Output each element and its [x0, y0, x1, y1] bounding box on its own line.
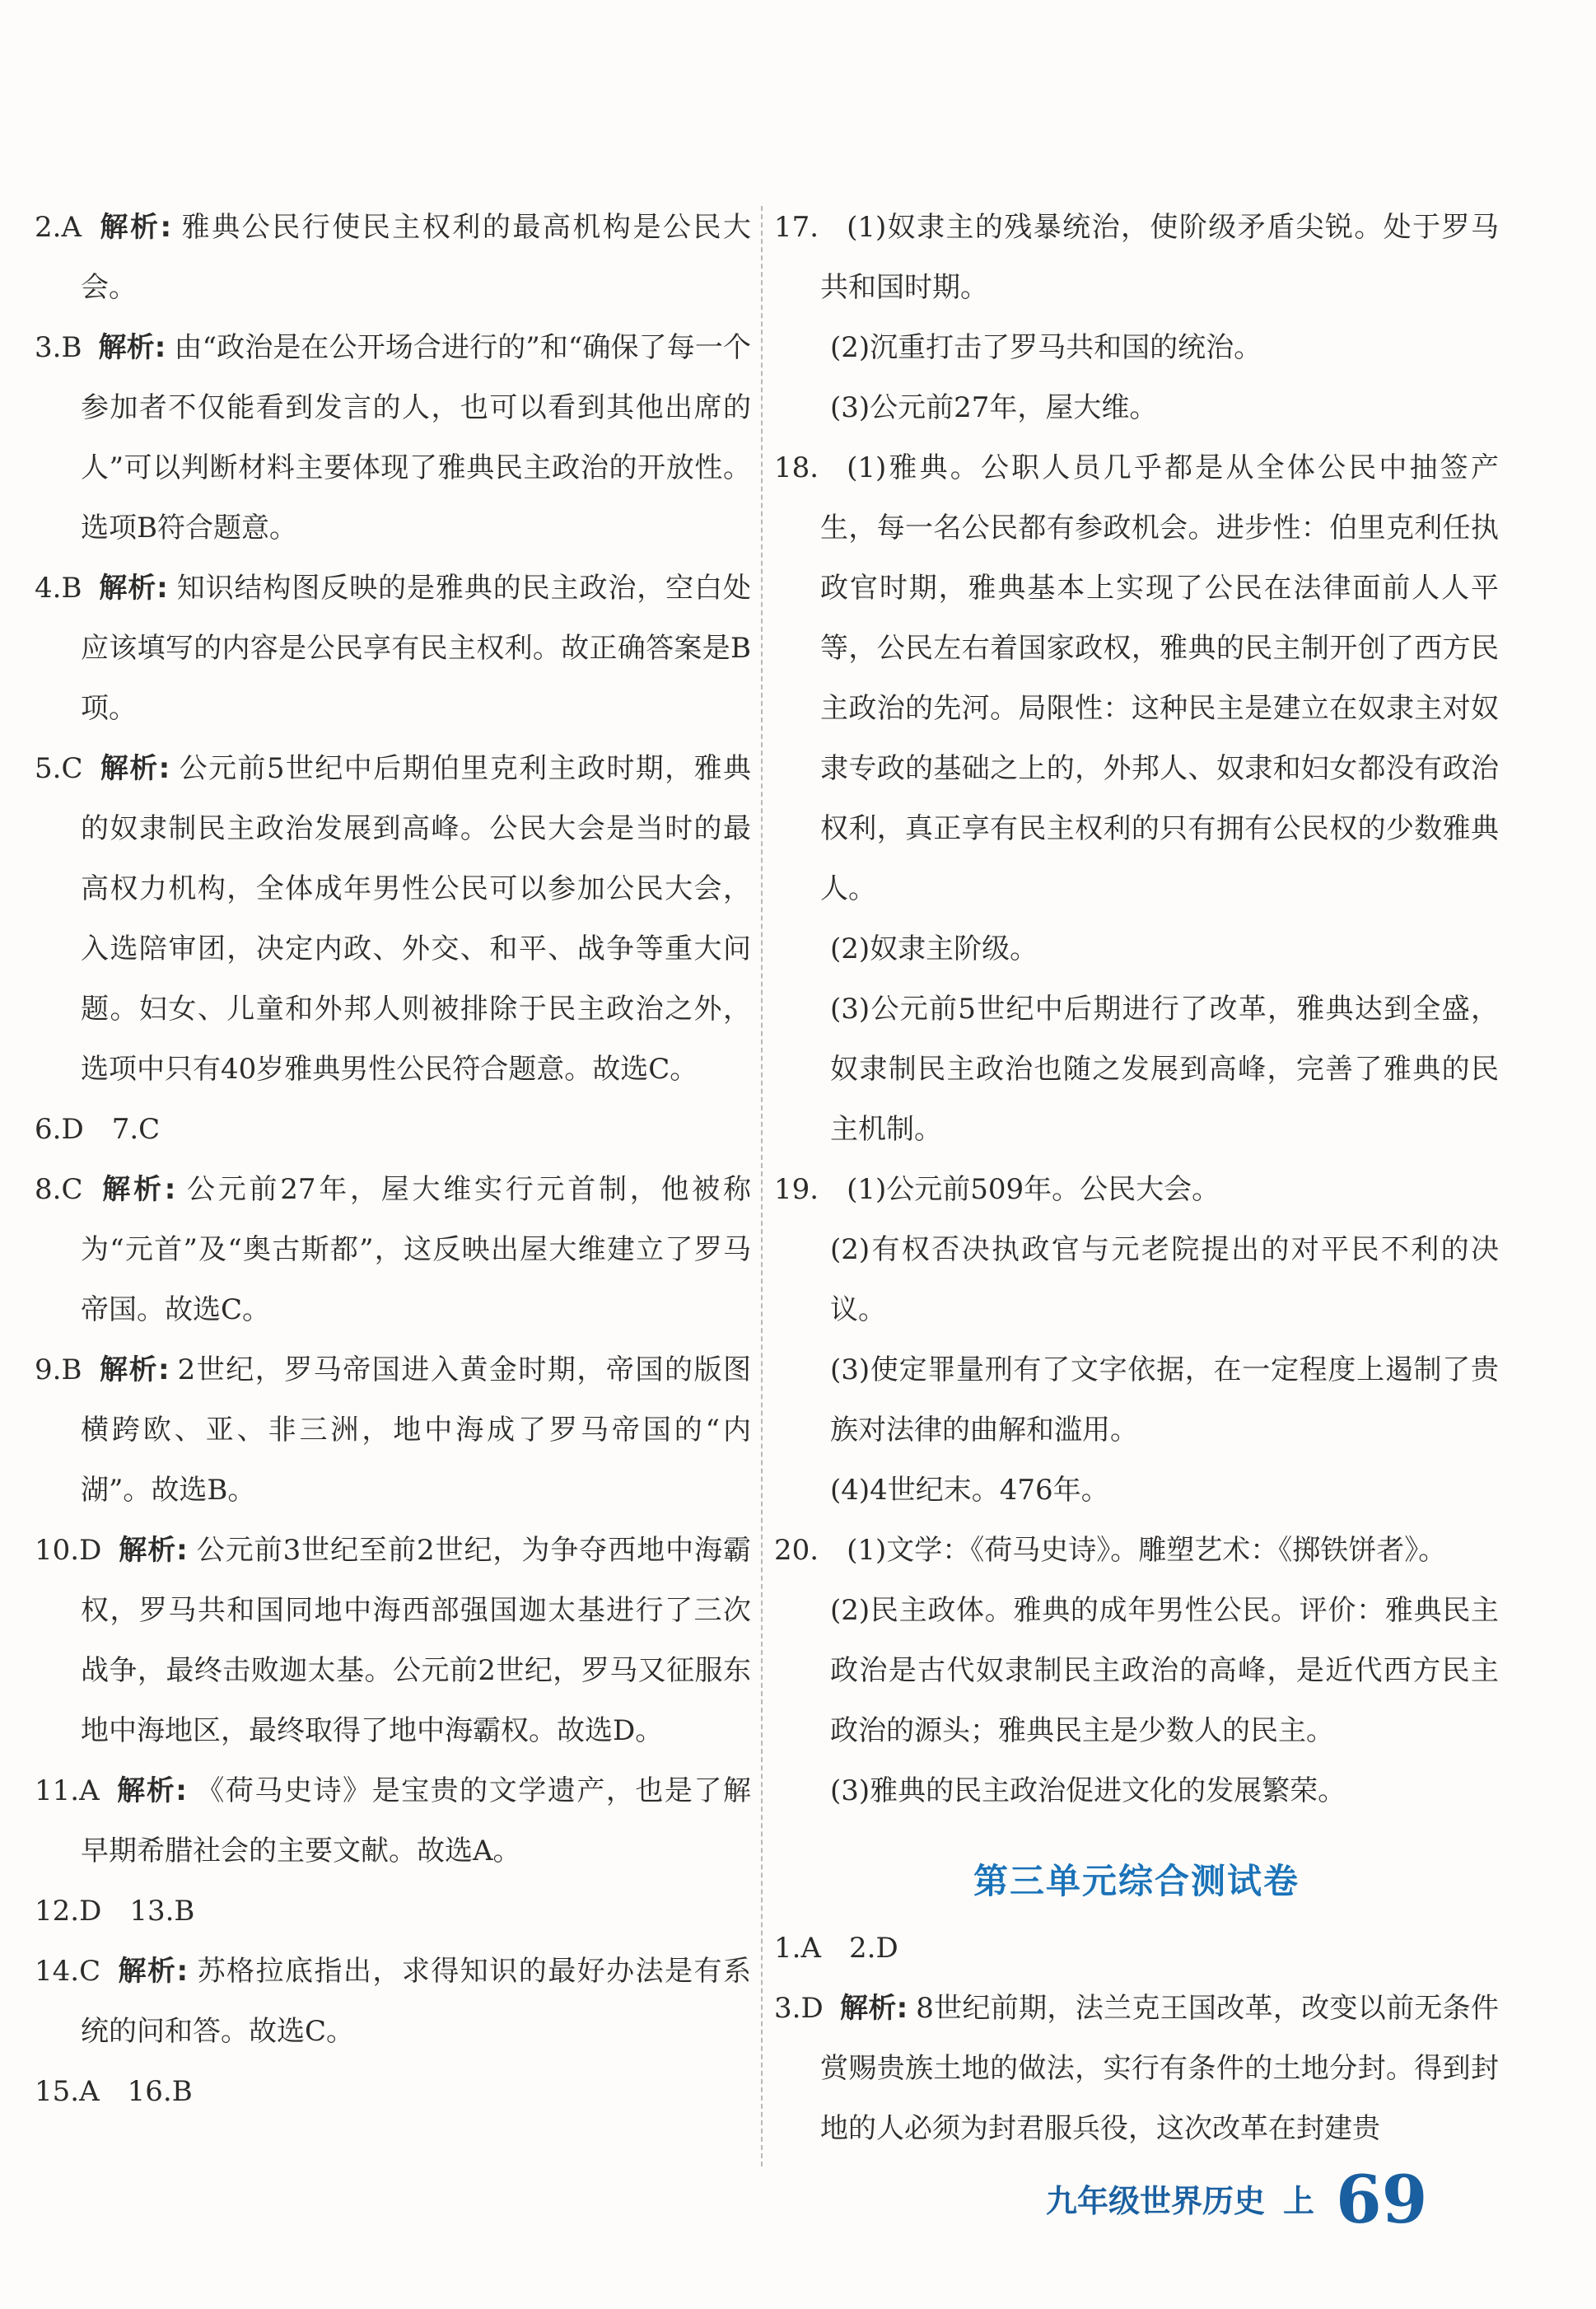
- answer-item: [35, 2062, 751, 2122]
- answer-subitem: [774, 318, 1499, 378]
- answer-text: (3)公元前27年，屋大维。: [830, 391, 1158, 424]
- answer-text: (2)奴隶主阶级。: [830, 932, 1038, 965]
- answer-item: [774, 1521, 1499, 1581]
- answer-subitem: [774, 378, 1499, 438]
- answer-text: 8世纪前期，法兰克王国改革，改变以前无条件赏赐贵族土地的做法，实行有条件的土地分封。得到封地的人必须为封君服兵役，这次改革在封建贵: [820, 1992, 1499, 2145]
- left-column: [35, 198, 751, 2122]
- answer-text: 2世纪，罗马帝国进入黄金时期，帝国的版图横跨欧、亚、非三洲，地中海成了罗马帝国的“内湖”。故选B。: [81, 1353, 751, 1507]
- answer-list-right: [774, 198, 1499, 1821]
- answer-item: [35, 1521, 751, 1761]
- analysis-label: 解析:: [98, 211, 172, 244]
- page-footer: [1046, 2158, 1428, 2238]
- answer-number: 8.C: [35, 1173, 83, 1206]
- right-column: [774, 198, 1499, 2159]
- answer-item: [35, 198, 751, 318]
- answer-item: [35, 1100, 751, 1160]
- answer-number: 11.A: [35, 1774, 100, 1807]
- answer-subitem: [774, 1220, 1499, 1340]
- answer-number: 6.D: [35, 1113, 84, 1146]
- analysis-label: 解析:: [118, 1534, 188, 1567]
- answer-subitem: [774, 979, 1499, 1160]
- section-title: 第三单元综合测试卷: [973, 1861, 1300, 1901]
- answer-number: 1.A: [774, 1932, 821, 1965]
- answer-subitem: [774, 1340, 1499, 1461]
- answer-number: 3.B: [35, 331, 82, 364]
- answer-number: 12.D: [35, 1895, 102, 1928]
- analysis-label: 解析:: [98, 572, 168, 605]
- answer-text: (2)有权否决执政官与元老院提出的对平民不利的决议。: [830, 1233, 1499, 1326]
- answer-subitem: [774, 1581, 1499, 1761]
- answer-text: 苏格拉底指出，求得知识的最好办法是有系统的问和答。故选C。: [81, 1955, 752, 2048]
- answer-text: 《荷马史诗》是宝贵的文学遗产，也是了解早期希腊社会的主要文献。故选A。: [81, 1774, 751, 1867]
- answer-number: 20.: [774, 1534, 819, 1567]
- answer-list-left: [35, 198, 751, 2122]
- answer-text: 由“政治是在公开场合进行的”和“确保了每一个参加者不仅能看到发言的人，也可以看到其他出席的人”可以判断材料主要体现了雅典民主政治的开放性。选项B符合题意。: [81, 331, 751, 545]
- answer-text: (3)雅典的民主政治促进文化的发展繁荣。: [830, 1774, 1346, 1807]
- analysis-label: 解析:: [115, 1774, 187, 1807]
- answer-item: [774, 1979, 1499, 2159]
- answer-text: (1)奴隶主的残暴统治，使阶级矛盾尖锐。处于罗马共和国时期。: [820, 211, 1499, 304]
- answer-item: [774, 1919, 1499, 1979]
- answer-item: [35, 318, 751, 559]
- analysis-label: 解析:: [99, 752, 170, 785]
- answer-text: (2)民主政体。雅典的成年男性公民。评价：雅典民主政治是古代奴隶制民主政治的高峰，是近代西方民主政治的源头；雅典民主是少数人的民主。: [830, 1594, 1499, 1747]
- answer-number: 9.B: [35, 1353, 82, 1386]
- answer-item: [35, 559, 751, 739]
- answer-text: (3)公元前5世纪中后期进行了改革，雅典达到全盛，奴隶制民主政治也随之发展到高峰，完善了雅典的民主机制。: [830, 993, 1499, 1146]
- answer-text: (4)4世纪末。476年。: [830, 1474, 1109, 1507]
- answer-number: 15.A: [35, 2075, 100, 2108]
- answer-number: 5.C: [35, 752, 83, 785]
- answer-text: 公元前3世纪至前2世纪，为争夺西地中海霸权，罗马共和国同地中海西部强国迦太基进行了三次战争，最终击败迦太基。公元前2世纪，罗马又征服东地中海地区，最终取得了地中海霸权。故选D。: [81, 1534, 751, 1747]
- answer-number: 19.: [774, 1173, 819, 1206]
- answer-text: 16.B: [127, 2075, 193, 2108]
- answer-item: [35, 739, 751, 1100]
- answer-number: 10.D: [35, 1534, 102, 1567]
- answer-list-section3: [774, 1919, 1499, 2159]
- answer-number: 3.D: [774, 1992, 824, 2025]
- analysis-label: 解析:: [98, 331, 166, 364]
- answer-number: 4.B: [35, 572, 82, 605]
- answer-number: 18.: [774, 451, 819, 484]
- analysis-label: 解析:: [839, 1992, 908, 2025]
- answer-subitem: [774, 1461, 1499, 1521]
- answer-item: [774, 1160, 1499, 1220]
- answer-subitem: [774, 1761, 1499, 1821]
- answer-item: [35, 1160, 751, 1340]
- answer-number: 2.A: [35, 211, 82, 244]
- answer-text: 公元前5世纪中后期伯里克利主政时期，雅典的奴隶制民主政治发展到高峰。公民大会是当时的最高权力机构，全体成年男性公民可以参加公民大会，入选陪审团，决定内政、外交、和平、战争等重大问题。妇女、儿童和外邦人则被排除于民主政治之外，选项中只有40岁雅典男性公民符合题意。故选C。: [81, 752, 751, 1086]
- answer-subitem: [774, 919, 1499, 979]
- answer-text: (1)文学：《荷马史诗》。雕塑艺术：《掷铁饼者》。: [847, 1534, 1447, 1567]
- analysis-label: 解析:: [99, 1173, 176, 1206]
- answer-item: [774, 198, 1499, 318]
- answer-number: 14.C: [35, 1955, 101, 1988]
- answer-text: 雅典公民行使民主权利的最高机构是公民大会。: [81, 211, 751, 304]
- analysis-label: 解析:: [98, 1353, 170, 1386]
- column-divider: [761, 206, 763, 2166]
- answer-item: [774, 438, 1499, 919]
- answer-text: 公元前27年，屋大维实行元首制，他被称为“元首”及“奥古斯都”，这反映出屋大维建立了罗马帝国。故选C。: [81, 1173, 751, 1326]
- answer-item: [35, 1942, 751, 2062]
- answer-item: [35, 1340, 751, 1521]
- footer-volume: 上: [1283, 2183, 1315, 2219]
- footer-subject: 九年级世界历史: [1046, 2183, 1266, 2219]
- answer-text: (3)使定罪量刑有了文字依据，在一定程度上遏制了贵族对法律的曲解和滥用。: [830, 1353, 1499, 1447]
- answer-text: (2)沉重打击了罗马共和国的统治。: [830, 331, 1262, 364]
- page-number: 69: [1336, 2161, 1428, 2238]
- answer-text: 2.D: [849, 1932, 898, 1965]
- analysis-label: 解析:: [117, 1955, 189, 1988]
- answer-item: [35, 1761, 751, 1881]
- answer-text: (1)公元前509年。公民大会。: [847, 1173, 1220, 1206]
- answer-text: 7.C: [111, 1113, 161, 1146]
- answer-text: (1)雅典。公职人员几乎都是从全体公民中抽签产生，每一名公民都有参政机会。进步性：伯里克利任执政官时期，雅典基本上实现了公民在法律面前人人平等，公民左右着国家政权，雅典的民主制开创了西方民主政治的先河。局限性：这种民主是建立在奴隶主对奴隶专政的基础之上的，外邦人、奴隶和妇女都没有政治权利，真正享有民主权利的只有拥有公民权的少数雅典人。: [820, 451, 1499, 905]
- answer-item: [35, 1881, 751, 1942]
- answer-text: 知识结构图反映的是雅典的民主政治，空白处应该填写的内容是公民享有民主权利。故正确答案是B项。: [81, 572, 751, 725]
- answer-number: 17.: [774, 211, 819, 244]
- answer-text: 13.B: [129, 1895, 195, 1928]
